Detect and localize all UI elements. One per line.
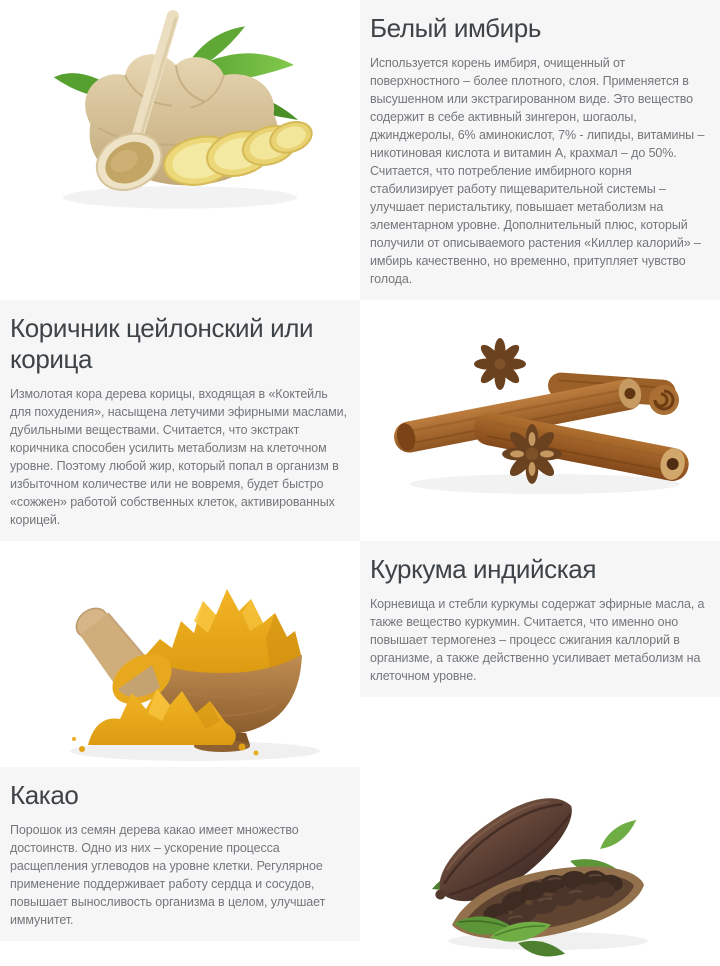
section-paragraph: Порошок из семян дерева какао имеет множество достоинств. Одно из них – ускорение процесса расщепления углеводов на уровне клетки. Регулярное применение поддерживает работу сердца и сосудов, повышает выносливость организма в целом, улучшает иммунитет.: [10, 822, 326, 927]
section-cacao: [0, 767, 720, 966]
text-block-ginger: [360, 0, 720, 300]
section-heading: Какао: [10, 780, 79, 811]
section-heading: Куркума индийская: [370, 554, 597, 585]
ginger-image: [0, 0, 360, 232]
ginger-illustration: [27, 6, 333, 232]
section-cinnamon: [0, 300, 720, 541]
section-heading: Коричник цейлонский или корица: [10, 312, 314, 375]
section-paragraph: Измолотая кора дерева корицы, входящая в «Коктейль для похудения», насыщена летучими эфирными маслами, дубильными веществами. Считается, что экстракт коричника способен усилить метаболизм на клеточном уровне. Поэтому любой жир, который попал в организм в избыточном количестве или не вовремя, будет быстро «сожжен» работой собственных клеток, активированных корицей.: [10, 387, 347, 528]
cinnamon-image: [360, 300, 720, 506]
turmeric-image: [0, 541, 360, 767]
section-ginger: [0, 0, 720, 300]
section-turmeric: [0, 541, 720, 767]
section-heading: Белый имбирь: [370, 13, 541, 43]
text-block-turmeric: [360, 541, 720, 697]
cacao-image: [360, 767, 720, 961]
cacao-illustration: [390, 773, 690, 961]
section-paragraph: Используется корень имбиря, очищенный от поверхностного – более плотного, слоя. Применяется в высушенном или экстрагированном виде. Это вещество содержит в себе активный зингерон, шогаолы, джинджеролы, 6% аминокислот, 7% - липиды, витамины – никотиновая кислота и витамин А, крахмал – до 50%. Считается, что потребление имбирного корня стабилизирует работу пищеварительной системы – улучшает перистальтику, повышает метаболизм на элементарном уровне. Дополнительный плюс, который получили от описываемого растения «Киллер калорий» – имбирь качественно, но временно, притупляет чувство голода.: [370, 55, 705, 286]
turmeric-illustration: [30, 543, 330, 767]
text-block-cacao: [0, 767, 360, 941]
star-anise-icon: [502, 424, 562, 484]
section-paragraph: Корневища и стебли куркумы содержат эфирные масла, а также вещество куркумин. Считается, что именно оно повышает термогенез – процесс сжигания каллорий в организме, а также действенно усиливает метаболизм на клеточном уровне.: [370, 596, 705, 683]
text-block-cinnamon: [0, 300, 360, 541]
cinnamon-illustration: [380, 326, 700, 506]
star-anise-icon: [474, 338, 526, 390]
